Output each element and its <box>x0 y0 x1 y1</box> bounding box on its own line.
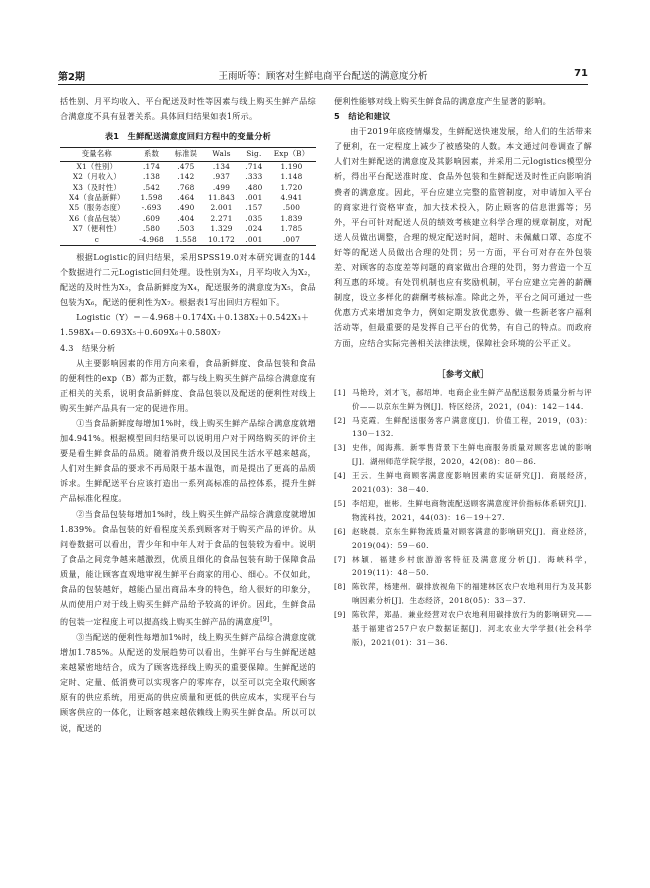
table-value-cell: .001 <box>245 234 263 244</box>
table-value-cell: .714 <box>245 161 263 171</box>
reference-text: 陈钦萍，郑晶．兼业经营对农户农地利用碳排放行为的影响研究——基于福建省257户农户数据证据[J]．河北农业大学学报(社会科学版)，2021(01)：31－36. <box>352 610 592 647</box>
factor-packaging-text: ②当食品包装每增加1%时，线上购买生鲜产品综合满意度就增加1.839%。食品包装的好看程度关系到顾客对于购买产品的评价。从问卷数据可以看出，青少年和中年人对于食品的包装较为看中。说明了食品之间竞争越来越激烈，优质且细化的食品包装有助于保障食品质量，能让顾客直观地审视生鲜平台商家的用心、细心。不仅如此，食品的包装越好，越能凸显出商品本身的特色，给人很好的印象分，从而使用户对于线上购买生鲜产品给予较高的评价。因此，生鲜食品的包装一定程度上可以提高线上购买生鲜产品的满意度 <box>60 508 316 627</box>
section-heading: 5 结论和建议 <box>334 111 391 122</box>
table-value-cell: 1.785 <box>280 224 303 234</box>
reference-number: [4] <box>334 471 346 481</box>
table-value-cell: .768 <box>177 182 195 192</box>
table-value-cell: 4.941 <box>280 192 303 202</box>
subsection-heading: 4.3 结果分析 <box>60 342 116 353</box>
reference-text: 赵晓晨．京东生鲜物流质量对顾客满意的影响研究[J]．商业经济，2019(04)：59－60. <box>352 526 592 550</box>
table-header-cell: Sig. <box>241 148 267 161</box>
table-variable-cell: X6（食品包装） <box>69 213 125 223</box>
table-value-cell: .503 <box>177 224 195 234</box>
table-value-cell: .499 <box>212 182 231 192</box>
reference-text: 王云．生鲜电商顾客满意度影响因素的实证研究[J]．商展经济，2021(03)：38－40. <box>352 471 592 495</box>
table-variable-cell: X3（及时性） <box>72 182 121 192</box>
table-variable-cell: X4（食品新鲜） <box>69 192 125 202</box>
table-value-cell: .007 <box>282 234 301 244</box>
table-value-cell: .475 <box>177 161 195 171</box>
table-variable-cell: X1（性别） <box>76 161 118 171</box>
reference-item <box>334 386 592 414</box>
table-value-cell: .500 <box>282 203 301 213</box>
table-value-cell: 2.271 <box>210 213 233 223</box>
issue-number: 第2期 <box>58 72 85 83</box>
table-value-cell: -.693 <box>141 203 162 213</box>
table-value-cell: 10.172 <box>208 234 236 244</box>
reference-number: [7] <box>334 554 346 564</box>
reference-number: [1] <box>334 387 346 397</box>
table-variable-cell: X5（服务态度） <box>69 203 125 213</box>
factor-freshness-paragraph: ①当食品新鲜度每增加1%时，线上购买生鲜产品综合满意度就增加4.941%。根据模型回归结果可以说明用户对于网络购买的评价主要是看生鲜食品的品质。随着消费升级以及国民生活水平越来越高，人们对生鲜食品的要求不再局限于基本温饱，而是提出了更高的品质诉求。生鲜配送平台应该打造出一系列高标准的品控体系，提升生鲜产品标准化程度。 <box>60 417 316 504</box>
table-header-cell: 标准误 <box>169 148 202 161</box>
table-header-cell: 系数 <box>134 148 170 161</box>
analysis-paragraph: 从主要影响因素的作用方向来看，食品新鲜度、食品包装和食品的便利性的exp（B）都为正数，都与线上购买生鲜产品综合满意度有正相关的关系，说明食品新鲜度、食品包装以及配送的便利性对线上购买生鲜产品具有一定的促进作用。 <box>60 357 316 413</box>
reference-number: [9] <box>334 610 346 620</box>
citation-marker: [9] <box>260 616 270 624</box>
reference-text: 马克霞．生鲜配送服务客户满意度[J]．价值工程，2019，(03)：130－132. <box>352 415 592 439</box>
reference-item <box>334 580 592 608</box>
references-title: ［参考文献］ <box>437 368 489 379</box>
table-value-cell: .024 <box>245 224 263 234</box>
table-row <box>60 214 316 224</box>
table-value-cell: .580 <box>142 224 161 234</box>
table-row <box>60 193 316 203</box>
table-value-cell: 1.598 <box>140 192 163 202</box>
table-row <box>60 183 316 193</box>
reference-number: [6] <box>334 526 346 536</box>
reference-item <box>334 414 592 442</box>
reference-item <box>334 469 592 497</box>
table-value-cell: 2.001 <box>210 203 233 213</box>
table-value-cell: 1.720 <box>280 182 303 192</box>
table-row <box>60 172 316 182</box>
reference-item <box>334 525 592 553</box>
table-value-cell: .464 <box>177 192 195 202</box>
page-number: 71 <box>574 68 588 79</box>
table-value-cell: .001 <box>245 192 263 202</box>
table-variable-cell: X7（便利性） <box>72 224 121 234</box>
reference-item <box>334 553 592 581</box>
table-value-cell: 1.839 <box>280 213 303 223</box>
table-row <box>60 224 316 234</box>
right-column <box>334 94 592 650</box>
table-value-cell: -4.968 <box>139 234 164 244</box>
table-value-cell: .142 <box>177 172 195 182</box>
table-row <box>60 203 316 213</box>
reference-item <box>334 497 592 525</box>
intro-paragraph: 括性别、月平均收入、平台配送及时性等因素与线上购买生鲜产品综合满意度不具有显著关系。具体回归结果如表1所示。 <box>60 96 316 122</box>
table-header-cell: 变量名称 <box>60 148 134 161</box>
table-value-cell: .542 <box>142 182 161 192</box>
table-value-cell: .404 <box>177 213 195 223</box>
regression-table <box>60 147 316 246</box>
running-title: 王雨昕等：顾客对生鲜电商平台配送的满意度分析 <box>218 71 428 82</box>
conclusion-paragraph: 由于2019年底疫情爆发，生鲜配送快速发展，给人们的生活带来了便利，在一定程度上减少了被感染的人数。本文通过问卷调查了解人们对生鲜配送的满意度及其影响因素，并采用二元logistics模型分析，得出平台配送准时度、食品外包装和生鲜配送及时性正向影响消费者的满意度。因此，平台应建立完整的监管制度，对申请加入平台的商家进行资格审查，加大技术投入，防止顾客的信息泄露等；另外，平台可针对配送人员的绩效考核建立科学合理的规章制度，对配送人员做出调整，合理的规定配送时间，超时、未佩戴口罩、态度不好等的配送人员做出合理的处罚；另一方面，平台可对存在外包装差、对顾客的态度差等问题的商家做出合理的处罚，努力营造一个互利互惠的环境。有处罚机制也应有奖励机制，平台应建立完善的薪酬制度，设立多样化的薪酬考核标准。除此之外，平台之间可通过一些优惠方式来增加竞争力，例如定期发放优惠券、做一些新老客户福利活动等，但最重要的是发挥自己平台的优势，有自己的特点。而政府方面，应结合实际完善相关法律法规，保障社会环境的公平正义。 <box>334 126 592 348</box>
table-title: 表1 生鲜配送满意度回归方程中的变量分析 <box>104 131 272 142</box>
table-header-cell: Exp（B） <box>267 148 316 161</box>
reference-number: [5] <box>334 498 346 508</box>
table-header-row <box>60 148 316 161</box>
model-paragraph: 根据Logistic的回归结果，采用SPSS19.0对本研究调查的144个数据进行二元Logistic回归处理。设性别为X₁，月平均收入为X₂，配送的及时性为X₃，食品新鲜度为X₄，配送服务的满意度为X₅，食品包装为X₆，配送的便利性为X₇。根据表1写出回归方程如下。 <box>60 251 316 308</box>
table-value-cell: .609 <box>142 213 161 223</box>
table-value-cell: .157 <box>245 203 263 213</box>
reference-item <box>334 608 592 650</box>
table-value-cell: .138 <box>142 172 161 182</box>
reference-item <box>334 441 592 469</box>
continued-paragraph: 便利性能够对线上购买生鲜食品的满意度产生显著的影响。 <box>334 96 551 106</box>
reference-text: 史伟，闻海燕．新零售背景下生鲜电商服务质量对顾客忠诚的影响[J]．湖州师范学院学报，2020，42(08)：80－86. <box>352 443 592 467</box>
table-value-cell: 11.843 <box>208 192 236 202</box>
running-header <box>58 68 588 85</box>
table-header-cell: Wals <box>202 148 240 161</box>
table-body <box>60 161 316 245</box>
regression-equation-line-1: Logistic（Y）＝－4.968＋0.174X₁＋0.138X₂＋0.542X₃＋ <box>76 312 310 323</box>
reference-number: [8] <box>334 582 346 592</box>
table-value-cell: 1.329 <box>210 224 233 234</box>
table-value-cell: .333 <box>245 172 263 182</box>
factor-packaging-paragraph: ②当食品包装每增加1%时，线上购买生鲜产品综合满意度就增加1.839%。食品包装的好看程度关系到顾客对于购买产品的评价。从问卷数据可以看出，青少年和中年人对于食品的包装较为看中。说明了食品之间竞争越来越激烈，优质且细化的食品包装有助于保障食品质量，能让顾客直观地审视生鲜平台商家的用心、细心。不仅如此，食品的包装越好，越能凸显出商品本身的特色，给人很好的印象分，从而使用户对于线上购买生鲜产品给予较高的评价。因此，生鲜食品的包装一定程度上可以提高线上购买生鲜产品的满意度[9]。 <box>60 508 316 627</box>
reference-text: 陈钦萍，杨建州．碳排放视角下的福建林区农户农地利用行为及其影响因素分析[J]．生态经济，2018(05)：33－37. <box>352 582 592 606</box>
table-variable-cell: c <box>94 234 100 244</box>
table-value-cell: .174 <box>142 161 161 171</box>
regression-equation-line-2: 1.598X₄－0.693X₅＋0.609X₆＋0.580X₇ <box>60 327 221 338</box>
reference-list <box>334 386 592 650</box>
table-variable-cell: X2（月收入） <box>72 172 121 182</box>
table-value-cell: 1.558 <box>174 234 197 244</box>
reference-text: 李绍迎，崔彬．生鲜电商物流配送顾客满意度评价指标体系研究[J]．物流科技，2021，44(03)：16－19＋27. <box>352 498 592 522</box>
table-value-cell: .480 <box>245 182 263 192</box>
table-row <box>60 235 316 246</box>
table-value-cell: .937 <box>212 172 231 182</box>
table-value-cell: 1.148 <box>280 172 303 182</box>
table-value-cell: 1.190 <box>280 161 303 171</box>
table-value-cell: .134 <box>212 161 231 171</box>
reference-number: [2] <box>334 415 346 425</box>
reference-text: 林颖．福建乡村旅游游客特征及满意度分析[J]．海峡科学，2019(11)：48－50. <box>352 554 592 578</box>
table-value-cell: .490 <box>177 203 195 213</box>
reference-number: [3] <box>334 443 346 453</box>
left-column <box>60 94 316 736</box>
table-row <box>60 161 316 172</box>
factor-convenience-paragraph: ③当配送的便利性每增加1%时，线上购买生鲜产品综合满意度就增加1.785%。从配送的发展趋势可以看出，生鲜平台与生鲜配送越来越紧密地结合，成为了顾客选择线上购买的重要保障。生鲜配送的定时、定量、低消费可以实现客户的零库存，以至可以完全取代顾客原有的供应系统，用更高的供应质量和更低的供应成本，实现平台与顾客供应的一体化，让顾客越来越依赖线上购买生鲜食品。所以可以说，配送的 <box>60 631 316 733</box>
reference-text: 马艳玲，刘才飞，郝绍坤．电商企业生鲜产品配送服务质量分析与评价——以京东生鲜为例[J]．特区经济，2021，(04)：142－144. <box>352 387 592 411</box>
table-value-cell: .035 <box>245 213 263 223</box>
